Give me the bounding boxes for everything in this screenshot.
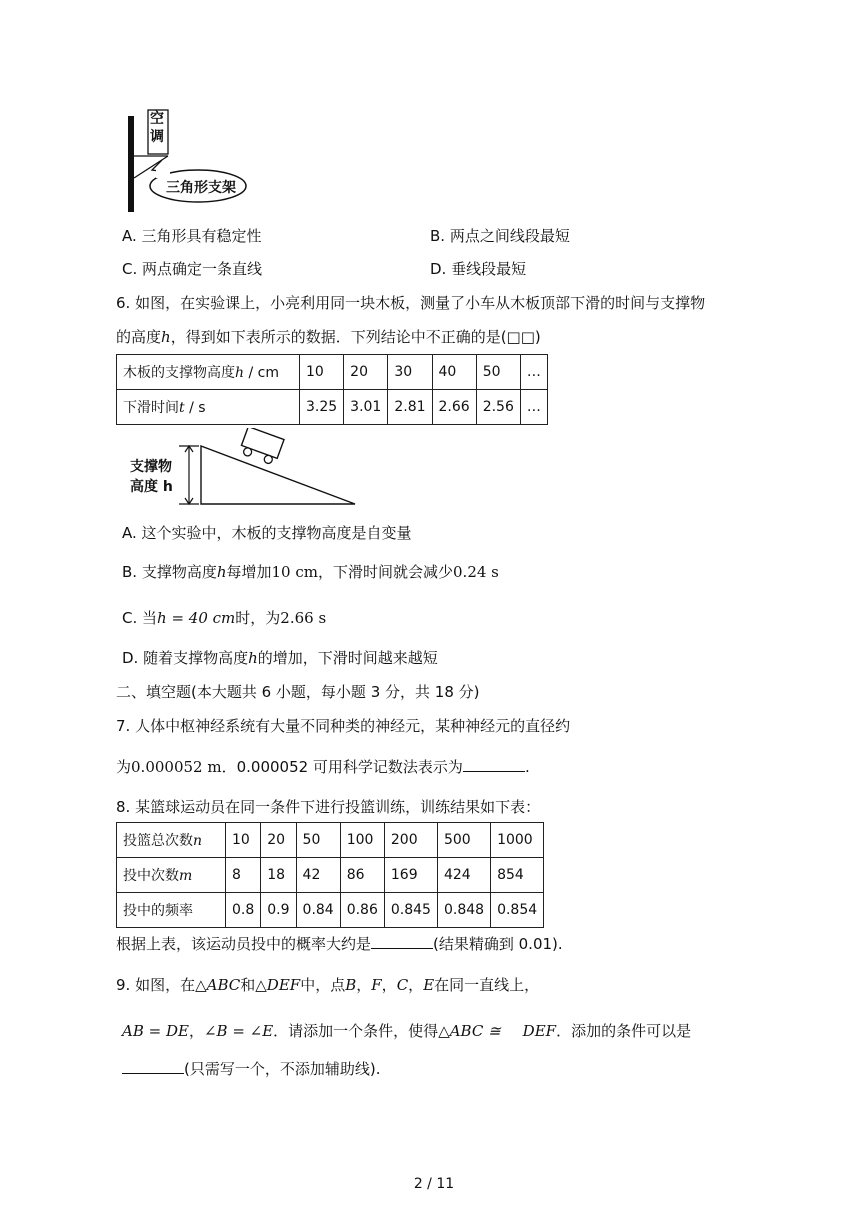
answer-blank [463,757,525,772]
q6-option-d: D. 随着支撑物高度h的增加，下滑时间越来越短 [122,649,438,667]
incline-cart-figure [175,428,360,508]
q9-line1: 9. 如图，在△ABC和△DEF中，点B，F，C，E在同一直线上， [116,976,540,994]
answer-blank [371,934,433,949]
incline-label-2: 高度 h [130,479,173,495]
ac-label: 空调 [150,111,164,145]
q9-line2: AB = DE，∠B = ∠E．请添加一个条件，使得△ABC ≅ DEF．添加的条件可以是 [122,1022,692,1040]
q6-option-b: B. 支撑物高度h每增加10 cm，下滑时间就会减少0.24 s [122,563,499,581]
q8-stem: 8. 某篮球运动员在同一条件下进行投篮训练，训练结果如下表： [116,798,541,816]
q7-line1: 7. 人体中枢神经系统有大量不同种类的神经元，某种神经元的直径约 [116,717,571,735]
q6-stem-line2: 的高度h，得到如下表所示的数据．下列结论中不正确的是(□□) [116,328,541,346]
answer-blank [122,1059,184,1074]
table-row: 投篮总次数n 10 20 50 100 200 500 1000 [117,823,544,858]
table-row: 投中的频率 0.8 0.9 0.84 0.86 0.845 0.848 0.854 [117,893,544,928]
table-row: 木板的支撑物高度h / cm 10 20 30 40 50 … [117,355,548,390]
air-conditioner-bracket-figure [128,108,258,213]
section-heading: 二、填空题(本大题共 6 小题，每小题 3 分，共 18 分) [116,683,480,701]
table-row: 下滑时间t / s 3.25 3.01 2.81 2.66 2.56 … [117,390,548,425]
table-row: 投中次数m 8 18 42 86 169 424 854 [117,858,544,893]
q5-option-a: A. 三角形具有稳定性 [122,227,262,245]
q5-option-d: D. 垂线段最短 [430,260,527,278]
q8-data-table [116,822,544,928]
page-number: 2 / 11 [413,1176,455,1192]
q6-stem-line1: 6. 如图，在实验课上，小亮利用同一块木板，测量了小车从木板顶部下滑的时间与支撑物 [116,294,706,312]
q6-data-table [116,354,548,425]
incline-label-1: 支撑物 [130,459,172,475]
q5-option-b: B. 两点之间线段最短 [430,227,570,245]
q9-line3: (只需写一个，不添加辅助线). [122,1059,380,1079]
q8-answer-line: 根据上表，该运动员投中的概率大约是 (结果精确到 0.01). [116,935,563,953]
q6-option-a: A. 这个实验中，木板的支撑物高度是自变量 [122,524,412,542]
bracket-label: 三角形支架 [166,180,236,196]
q7-line2: 为0.000052 m．0.000052 可用科学记数法表示为 . [116,758,530,776]
q6-option-c: C. 当h = 40 cm时，为2.66 s [122,609,327,627]
q5-option-c: C. 两点确定一条直线 [122,260,263,278]
